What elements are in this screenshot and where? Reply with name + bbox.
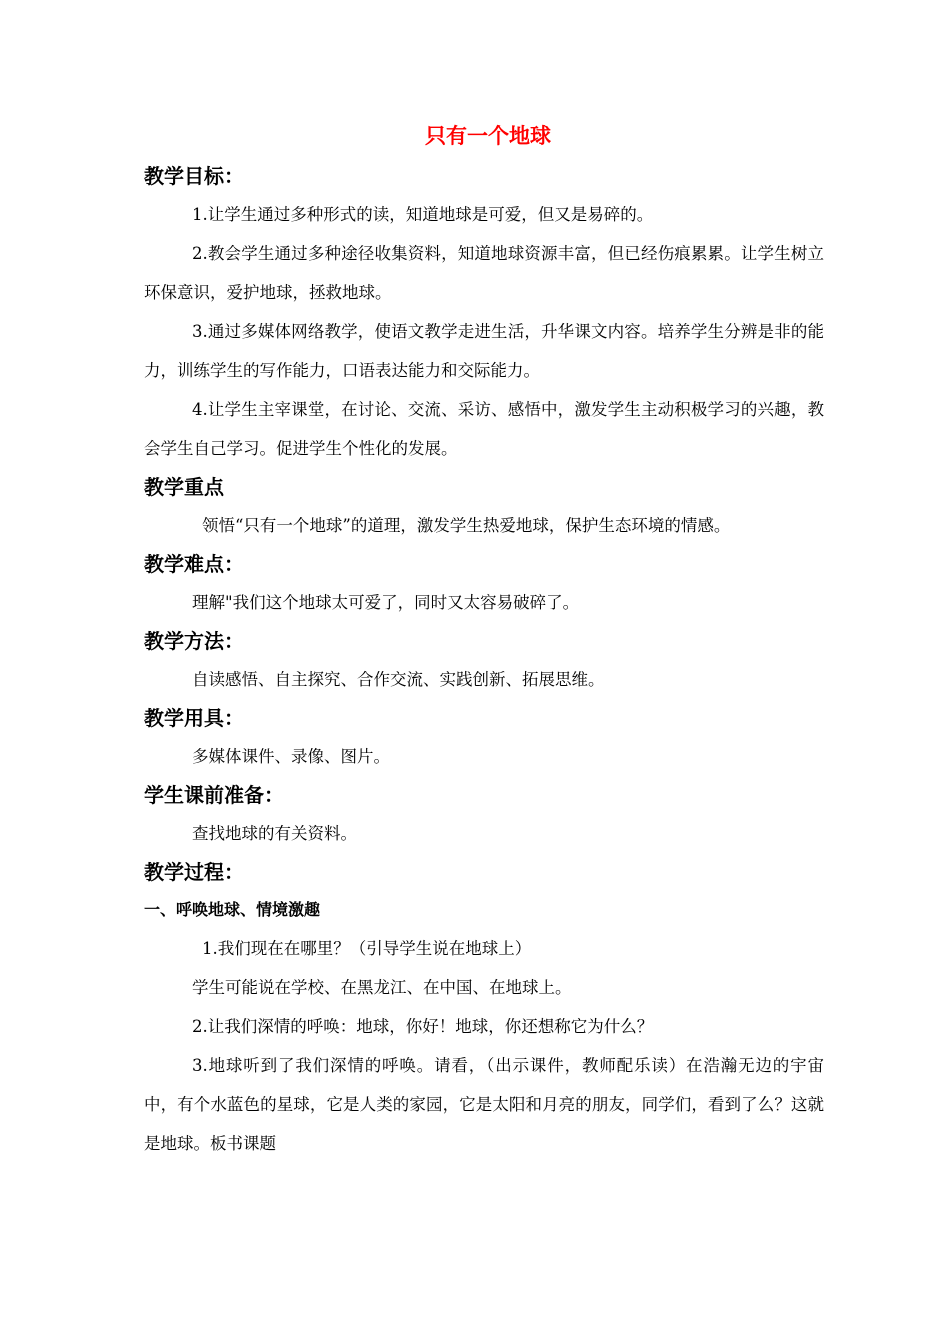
objective-item: 3.通过多媒体网络教学，使语文教学走进生活，升华课文内容。培养学生分辨是非的能力，训练学生的写作能力，口语表达能力和交际能力。 [144,322,824,380]
process-item: 3.地球听到了我们深情的呼唤。请看，（出示课件，教师配乐读）在浩瀚无边的宇宙中，有个水蓝色的星球，它是人类的家园，它是太阳和月亮的朋友，同学们，看到了么？这就是地球。板书课题 [144,1056,824,1153]
heading-preparation: 学生课前准备： [144,783,284,807]
heading-process: 教学过程： [144,860,244,884]
process-part-title: 一、呼唤地球、情境激趣 [144,900,321,919]
heading-method: 教学方法： [144,629,244,653]
process-item: 2.让我们深情的呼唤：地球，你好！地球，你还想称它为什么？ [192,1017,654,1036]
heading-tools: 教学用具： [144,706,244,730]
difficulty-text: 理解"我们这个地球太可爱了，同时又太容易破碎了。 [192,593,580,612]
document-title: 只有一个地球 [425,124,551,148]
preparation-text: 查找地球的有关资料。 [192,824,357,843]
heading-difficulty: 教学难点： [144,552,244,576]
objective-item: 1.让学生通过多种形式的读，知道地球是可爱，但又是易碎的。 [192,205,654,224]
document-page [144,118,824,1163]
method-text: 自读感悟、自主探究、合作交流、实践创新、拓展思维。 [192,670,605,689]
process-item: 1.我们现在在哪里？（引导学生说在地球上） [202,939,532,958]
process-item: 学生可能说在学校、在黑龙江、在中国、在地球上。 [192,978,572,997]
objective-item: 4.让学生主宰课堂，在讨论、交流、采访、感悟中，激发学生主动积极学习的兴趣，教会学生自己学习。促进学生个性化的发展。 [144,400,824,458]
objective-item: 2.教会学生通过多种途径收集资料，知道地球资源丰富，但已经伤痕累累。让学生树立环保意识，爱护地球，拯救地球。 [144,244,824,302]
key-point-text: 领悟“只有一个地球”的道理，激发学生热爱地球，保护生态环境的情感。 [202,516,731,535]
heading-key-point: 教学重点 [144,475,224,499]
heading-objectives: 教学目标： [144,164,244,188]
tools-text: 多媒体课件、录像、图片。 [192,747,390,766]
